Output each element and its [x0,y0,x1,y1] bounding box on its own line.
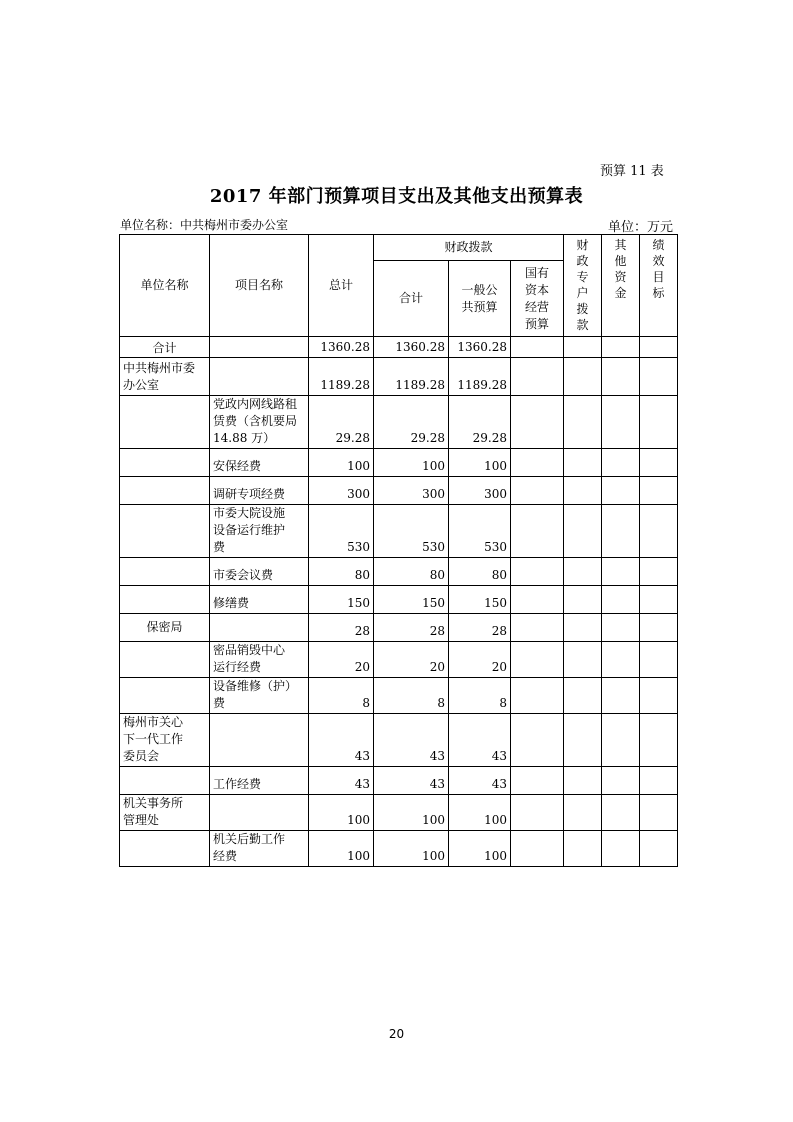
table-row [120,477,678,505]
table-row [120,505,678,558]
performance-cell [640,337,678,358]
special-fund-cell [564,558,602,586]
state-capital-cell [511,337,564,358]
subtotal-cell: 1360.28 [374,337,449,358]
subtotal-cell: 100 [374,795,449,831]
total-cell: 100 [309,449,374,477]
unit-name-cell: 中共梅州市委 办公室 [120,358,210,396]
special-fund-cell [564,337,602,358]
project-name-cell: 调研专项经费 [210,477,309,505]
total-cell: 530 [309,505,374,558]
other-fund-cell [602,642,640,678]
unit-name-label: 单位名称：中共梅州市委办公室 [120,218,289,232]
general-budget-cell: 1360.28 [449,337,511,358]
other-fund-cell [602,477,640,505]
table-row [120,714,678,767]
general-budget-cell: 29.28 [449,396,511,449]
unit-name-cell [120,477,210,505]
other-fund-cell [602,767,640,795]
total-cell: 300 [309,477,374,505]
unit-name-cell: 合计 [120,337,210,358]
unit-name-cell [120,505,210,558]
state-capital-cell [511,678,564,714]
general-budget-cell: 43 [449,767,511,795]
general-budget-cell: 300 [449,477,511,505]
performance-cell [640,396,678,449]
state-capital-cell [511,831,564,867]
other-fund-cell [602,358,640,396]
state-capital-cell [511,714,564,767]
other-fund-cell [602,396,640,449]
project-name-cell: 市委会议费 [210,558,309,586]
other-fund-cell [602,505,640,558]
general-budget-cell: 530 [449,505,511,558]
header-special-fund: 财 政 专 户 拨 款 [564,235,602,337]
general-budget-cell: 8 [449,678,511,714]
table-number: 预算 11 表 [600,164,664,179]
subtotal-cell: 150 [374,586,449,614]
subtotal-cell: 1189.28 [374,358,449,396]
table-row [120,449,678,477]
total-cell: 1189.28 [309,358,374,396]
general-budget-cell: 100 [449,795,511,831]
project-name-cell: 修缮费 [210,586,309,614]
subtotal-cell: 530 [374,505,449,558]
unit-name-cell [120,642,210,678]
project-name-cell: 设备维修（护） 费 [210,678,309,714]
other-fund-cell [602,449,640,477]
table-row [120,586,678,614]
unit-name-cell [120,678,210,714]
unit-name-cell [120,767,210,795]
special-fund-cell [564,642,602,678]
project-name-cell: 安保经费 [210,449,309,477]
subtotal-cell: 100 [374,831,449,867]
general-budget-cell: 80 [449,558,511,586]
special-fund-cell [564,358,602,396]
header-performance-target: 绩 效 目 标 [640,235,678,337]
total-cell: 43 [309,767,374,795]
subtotal-cell: 8 [374,678,449,714]
unit-name-cell: 机关事务所 管理处 [120,795,210,831]
other-fund-cell [602,831,640,867]
table-row [120,678,678,714]
subtotal-cell: 80 [374,558,449,586]
special-fund-cell [564,714,602,767]
unit-name-cell: 梅州市关心 下一代工作 委员会 [120,714,210,767]
state-capital-cell [511,449,564,477]
project-name-cell: 密品销毁中心 运行经费 [210,642,309,678]
project-name-cell [210,614,309,642]
header-subtotal: 合计 [374,261,449,337]
performance-cell [640,358,678,396]
table-row [120,558,678,586]
performance-cell [640,678,678,714]
performance-cell [640,558,678,586]
subtotal-cell: 300 [374,477,449,505]
project-name-cell: 机关后勤工作 经费 [210,831,309,867]
project-name-cell: 工作经费 [210,767,309,795]
header-state-capital: 国有 资本 经营 预算 [511,261,564,337]
unit-name-cell [120,449,210,477]
other-fund-cell [602,678,640,714]
state-capital-cell [511,558,564,586]
subtotal-cell: 100 [374,449,449,477]
total-cell: 29.28 [309,396,374,449]
general-budget-cell: 1189.28 [449,358,511,396]
unit-name-cell [120,831,210,867]
unit-name-cell [120,558,210,586]
other-fund-cell [602,586,640,614]
budget-table [119,234,678,867]
page-number: 20 [388,1027,405,1041]
table-row [120,642,678,678]
performance-cell [640,449,678,477]
table-row [120,396,678,449]
total-cell: 28 [309,614,374,642]
other-fund-cell [602,795,640,831]
project-name-cell [210,795,309,831]
total-cell: 43 [309,714,374,767]
special-fund-cell [564,831,602,867]
special-fund-cell [564,795,602,831]
other-fund-cell [602,558,640,586]
total-cell: 100 [309,831,374,867]
special-fund-cell [564,586,602,614]
other-fund-cell [602,337,640,358]
unit-name-cell [120,396,210,449]
subtotal-cell: 28 [374,614,449,642]
unit-name-cell [120,586,210,614]
other-fund-cell [602,714,640,767]
table-row [120,337,678,358]
total-cell: 8 [309,678,374,714]
general-budget-cell: 43 [449,714,511,767]
subtotal-cell: 43 [374,767,449,795]
state-capital-cell [511,795,564,831]
total-cell: 20 [309,642,374,678]
other-fund-cell [602,614,640,642]
state-capital-cell [511,477,564,505]
project-name-cell: 市委大院设施 设备运行维护 费 [210,505,309,558]
document-title: 2017 年部门预算项目支出及其他支出预算表 [209,186,584,207]
general-budget-cell: 20 [449,642,511,678]
state-capital-cell [511,396,564,449]
performance-cell [640,477,678,505]
total-cell: 80 [309,558,374,586]
performance-cell [640,586,678,614]
performance-cell [640,831,678,867]
header-unit-name: 单位名称 [120,235,210,337]
table-row [120,795,678,831]
total-cell: 150 [309,586,374,614]
state-capital-cell [511,505,564,558]
table-row [120,767,678,795]
unit-name-cell: 保密局 [120,614,210,642]
special-fund-cell [564,477,602,505]
header-other-fund: 其 他 资 金 [602,235,640,337]
project-name-cell [210,337,309,358]
special-fund-cell [564,396,602,449]
performance-cell [640,642,678,678]
table-row [120,358,678,396]
special-fund-cell [564,449,602,477]
currency-unit-label: 单位：万元 [608,220,674,235]
subtotal-cell: 43 [374,714,449,767]
project-name-cell [210,358,309,396]
header-total: 总计 [309,235,374,337]
special-fund-cell [564,767,602,795]
budget-table-body [120,337,678,867]
header-general-budget: 一般公 共预算 [449,261,511,337]
special-fund-cell [564,678,602,714]
special-fund-cell [564,505,602,558]
state-capital-cell [511,767,564,795]
performance-cell [640,767,678,795]
state-capital-cell [511,614,564,642]
subtotal-cell: 20 [374,642,449,678]
table-row [120,831,678,867]
state-capital-cell [511,642,564,678]
performance-cell [640,795,678,831]
state-capital-cell [511,358,564,396]
special-fund-cell [564,614,602,642]
table-row [120,614,678,642]
performance-cell [640,505,678,558]
performance-cell [640,614,678,642]
total-cell: 100 [309,795,374,831]
general-budget-cell: 100 [449,831,511,867]
project-name-cell: 党政内网线路租 赁费（含机要局 14.88 万） [210,396,309,449]
general-budget-cell: 100 [449,449,511,477]
state-capital-cell [511,586,564,614]
project-name-cell [210,714,309,767]
header-project-name: 项目名称 [210,235,309,337]
total-cell: 1360.28 [309,337,374,358]
subtotal-cell: 29.28 [374,396,449,449]
header-fiscal-allocation: 财政拨款 [374,235,564,261]
general-budget-cell: 150 [449,586,511,614]
performance-cell [640,714,678,767]
general-budget-cell: 28 [449,614,511,642]
